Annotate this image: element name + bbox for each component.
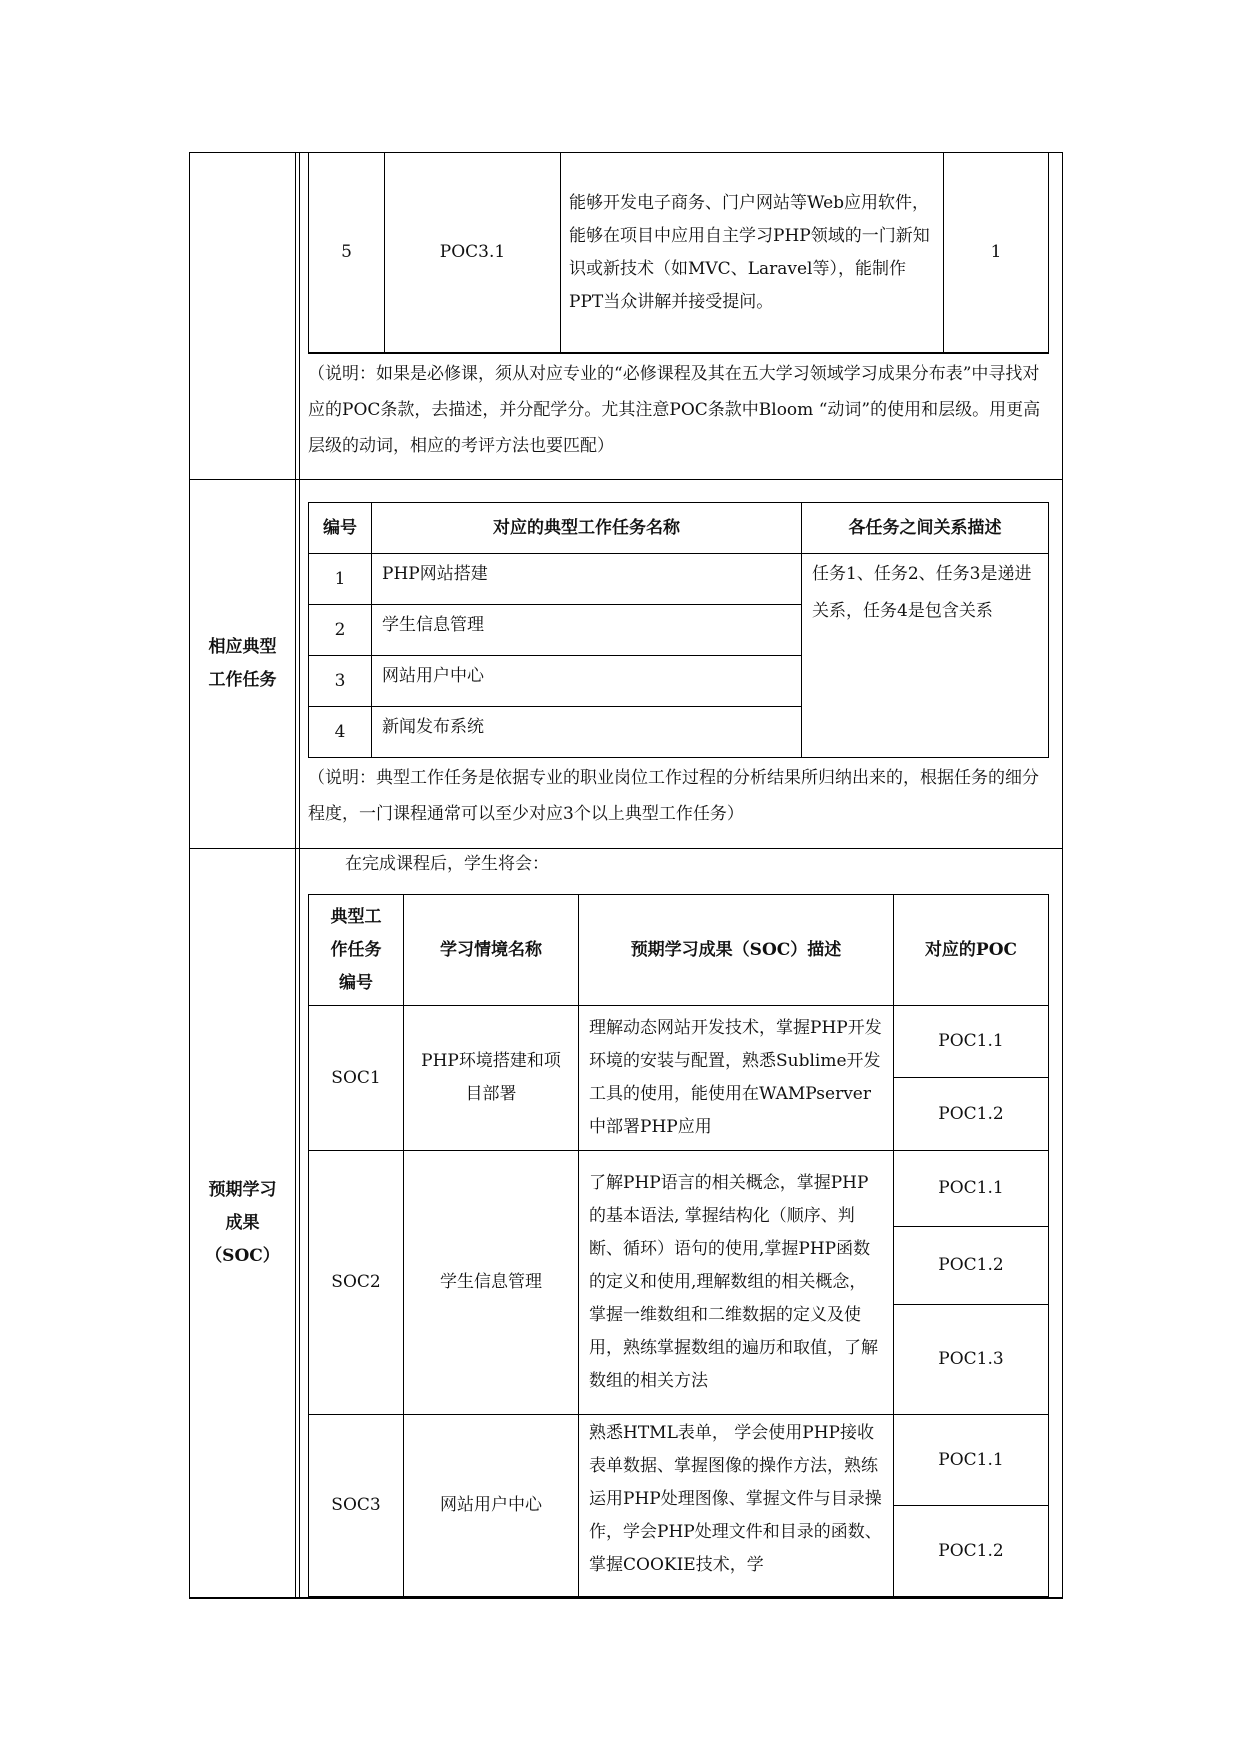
header-soc: 预期学习成果（SOC）描述 (578, 894, 894, 1006)
credit: 1 (943, 152, 1049, 354)
soc-id: SOC2 (308, 1150, 404, 1415)
poc-item: POC1.3 (893, 1304, 1049, 1415)
poc-item: POC1.2 (893, 1226, 1049, 1305)
section-label: 相应典型工作任务 (208, 637, 277, 690)
poc-code: POC3.1 (384, 152, 561, 354)
task-no: 2 (308, 604, 372, 656)
poc-item: POC1.2 (893, 1077, 1049, 1151)
soc-id: SOC3 (308, 1414, 404, 1598)
note-text: （说明：如果是必修课，须从对应专业的“必修课程及其在五大学习领域学习成果分布表”中寻找对应的POC条款，去描述，并分配学分。尤其注意POC条款中Bloom “动词”的使用和层级。用更高层级的动词，相应的考评方法也要匹配） (308, 364, 1041, 456)
header-relation: 各任务之间关系描述 (801, 502, 1049, 554)
task-name: 网站用户中心 (371, 655, 802, 707)
header-task-name: 对应的典型工作任务名称 (371, 502, 802, 554)
scenario-name: PHP环境搭建和项目部署 (403, 1005, 579, 1151)
scenario-name: 学生信息管理 (403, 1150, 579, 1415)
header-no: 编号 (308, 502, 372, 554)
section-divider (189, 479, 1063, 480)
task-no: 4 (308, 706, 372, 758)
section-label: 预期学习成果（SOC） (205, 1179, 280, 1266)
note-text: （说明：典型工作任务是依据专业的职业岗位工作过程的分析结果所归纳出来的，根据任务的细分程度，一门课程通常可以至少对应3个以上典型工作任务） (308, 768, 1039, 824)
poc-item: POC1.1 (893, 1150, 1049, 1227)
task-relation: 任务1、任务2、任务3是递进关系，任务4是包含关系 (801, 553, 1049, 758)
header-poc: 对应的POC (893, 894, 1049, 1006)
task-no: 3 (308, 655, 372, 707)
soc-description: 熟悉HTML表单， 学会使用PHP接收表单数据、掌握图像的操作方法，熟练运用PHP处理图像、掌握文件与目录操作，学会PHP处理文件和目录的函数、掌握COOKIE技术，学 (578, 1414, 894, 1598)
header-scenario: 学习情境名称 (403, 894, 579, 1006)
task-name: 学生信息管理 (371, 604, 802, 656)
row-number: 5 (308, 152, 385, 354)
poc-item: POC1.2 (893, 1505, 1049, 1598)
task-no: 1 (308, 553, 372, 605)
poc-description: 能够开发电子商务、门户网站等Web应用软件，能够在项目中应用自主学习PHP领域的一门新知识或新技术（如MVC、Laravel等），能制作PPT当众讲解并接受提问。 (560, 152, 944, 354)
header-task-no: 典型工作任务编号 (308, 894, 404, 1006)
task-name: 新闻发布系统 (371, 706, 802, 758)
soc-description: 理解动态网站开发技术，掌握PHP开发环境的安装与配置，熟悉Sublime开发工具的使用，能使用在WAMPserver中部署PHP应用 (578, 1005, 894, 1151)
poc-item: POC1.1 (893, 1414, 1049, 1506)
scenario-name: 网站用户中心 (403, 1414, 579, 1598)
intro-text: 在完成课程后，学生将会： (345, 854, 549, 874)
task-name: PHP网站搭建 (371, 553, 802, 605)
section-divider (189, 848, 1063, 849)
soc-id: SOC1 (308, 1005, 404, 1151)
soc-description: 了解PHP语言的相关概念，掌握PHP的基本语法, 掌握结构化（顺序、判断、循环）语句的使用,掌握PHP函数的定义和使用,理解数组的相关概念，掌握一维数组和二维数据的定义及使用，熟练掌握数组的遍历和取值，了解数组的相关方法 (578, 1150, 894, 1415)
poc-item: POC1.1 (893, 1005, 1049, 1078)
